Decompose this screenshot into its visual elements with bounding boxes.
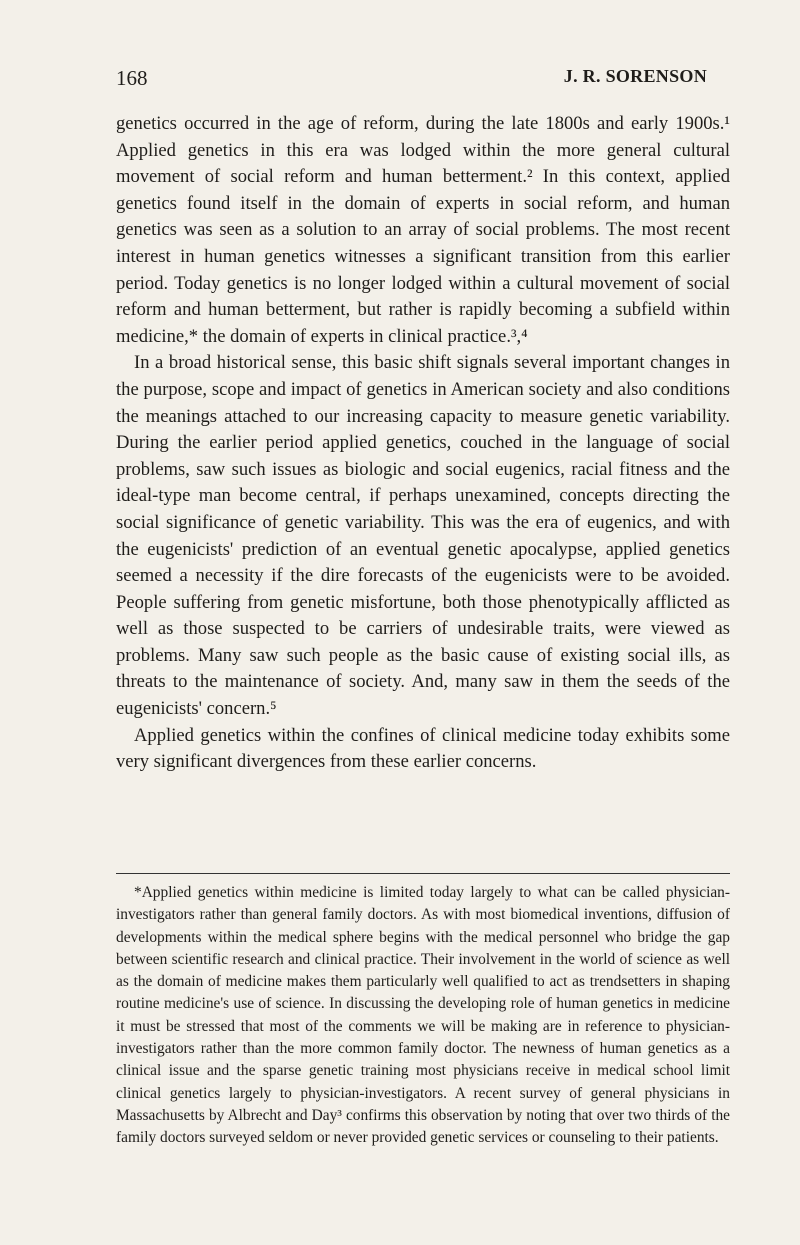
page-number: 168: [116, 66, 148, 90]
paragraph: In a broad historical sense, this basic shift signals several important changes in the purpose, scope and impact of genetics in American society and also conditions the meanings attached to our increasing capacity to measure genetic variability. During the earlier period applied genetics, couched in the language of social problems, saw such issues as biologic and social eugenics, racial fitness and the ideal-type man become central, if perhaps unexamined, concepts directing the social significance of genetic variability. This was the era of eugenics, and with the eugenicists' prediction of an eventual genetic apocalypse, applied genetics seemed a necessity if the dire forecasts of the eugenicists were to be avoided. People suffering from genetic misfortune, both those phenotypically afflicted as well as those suspected to be carriers of undesirable traits, were viewed as problems. Many saw such people as the basic cause of existing social ills, as threats to the maintenance of society. And, many saw in them the seeds of the eugenicists' concern.⁵: [116, 352, 730, 720]
footnote: *Applied genetics within medicine is limited today largely to what can be called physician-investigators rather than general family doctors. As with most biomedical inventions, diffusion of developments within the medical sphere begins with the medical personnel who bridge the gap between scientific research and clinical practice. Their involvement in the world of science as well as the domain of medicine makes them particularly well qualified to act as trendsetters in shaping routine medicine's use of science. In discussing the developing role of human genetics in medicine it must be stressed that most of the comments we will be making are in reference to physician-investigators rather than the more common family doctor. The newness of human genetics as a clinical issue and the sparse genetic training most physicians receive in medical school limit clinical genetics largely to physician-investigators. A recent survey of general physicians in Massachusetts by Albrecht and Day³ confirms this observation by noting that over two thirds of the family doctors surveyed seldom or never provided genetic services or counseling to their patients.: [116, 884, 730, 1147]
body-text: [116, 111, 730, 776]
footnote-divider: [116, 873, 730, 874]
running-head: J. R. SORENSON: [563, 66, 707, 86]
paragraph: genetics occurred in the age of reform, during the late 1800s and early 1900s.¹ Applied genetics in this era was lodged within the more general cultural movement of social reform and human betterment.² In this context, applied genetics found itself in the domain of experts in social reform, and human genetics was seen as a solution to an array of social problems. The most recent interest in human genetics witnesses a significant transition from this earlier period. Today genetics is no longer lodged within a cultural movement of social reform and human betterment, but rather is rapidly becoming a subfield within medicine,* the domain of experts in clinical practice.³,⁴: [116, 113, 730, 347]
paragraph: Applied genetics within the confines of clinical medicine today exhibits some very significant divergences from these earlier concerns.: [116, 724, 730, 773]
page-header: [116, 62, 707, 92]
